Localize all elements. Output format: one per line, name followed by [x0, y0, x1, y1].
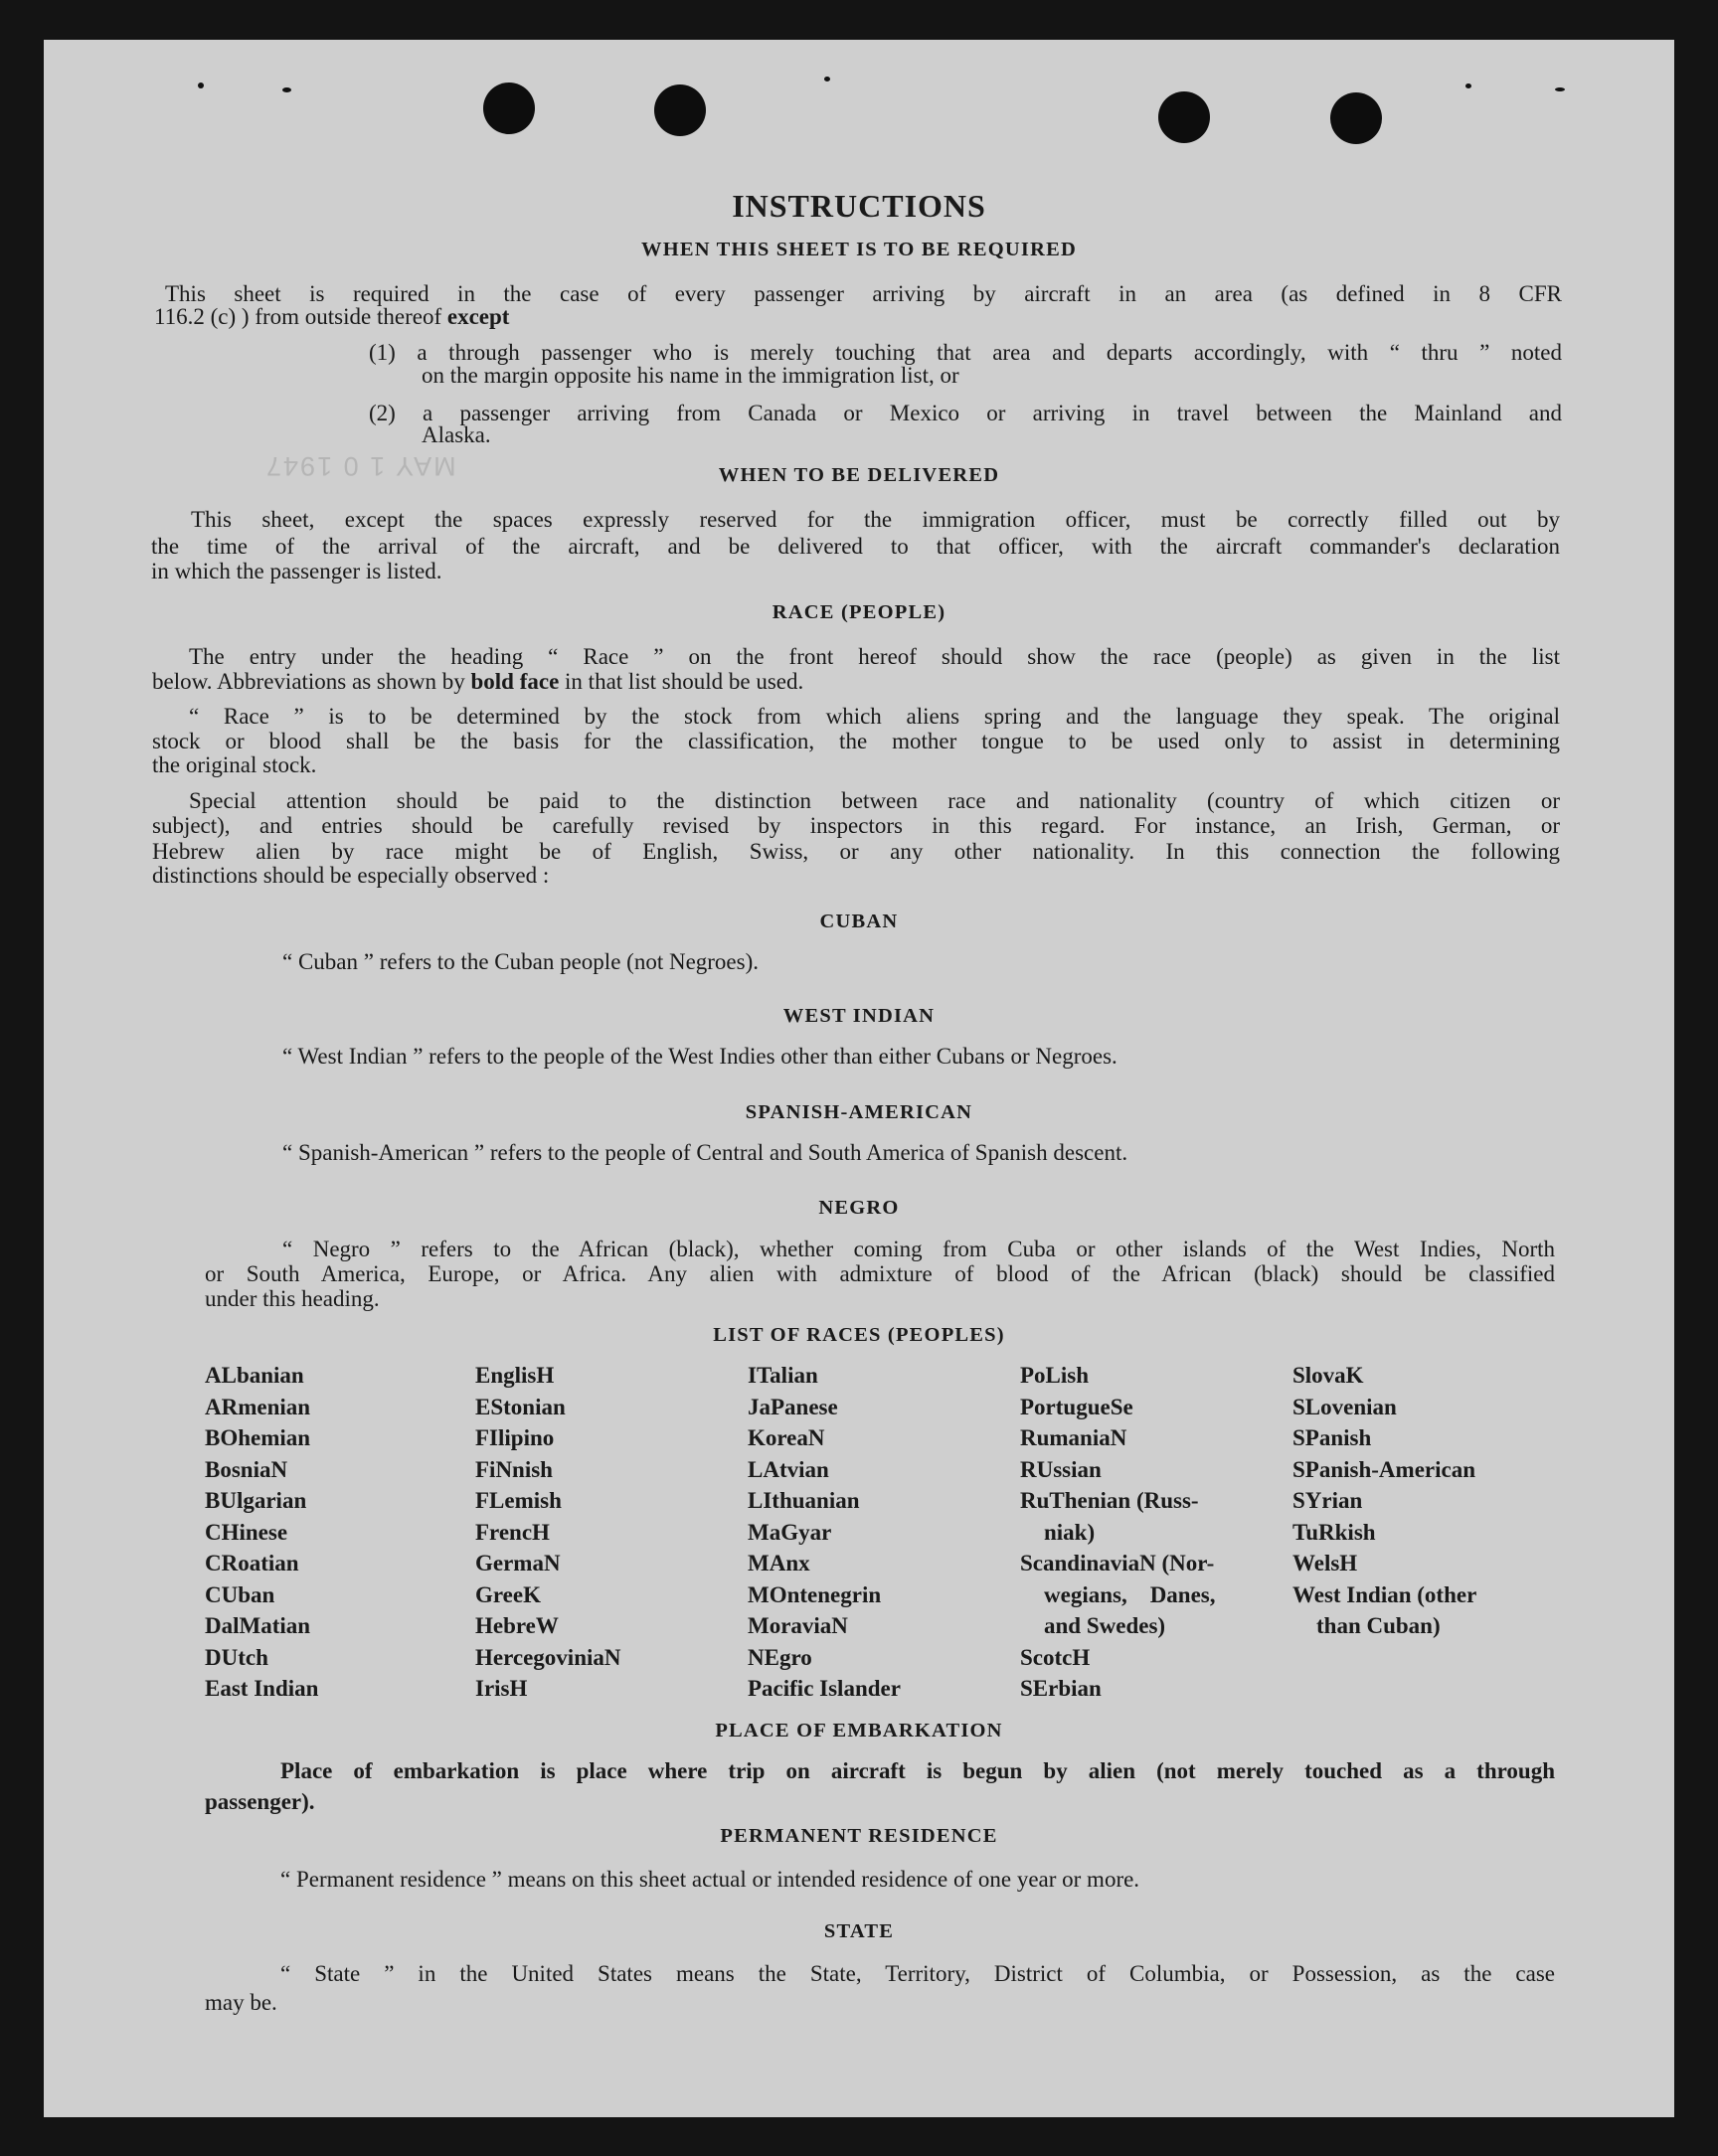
race-item: EnglisH [475, 1363, 555, 1388]
residence-text: “ Permanent residence ” means on this sheet actual or intended residence of one year or more. [280, 1867, 1140, 1892]
heading-permanent-residence: PERMANENT RESIDENCE [720, 1825, 998, 1847]
race-item: SLovenian [1292, 1394, 1397, 1419]
exception-2-line1: (2) a passenger arriving from Canada or Mexico or arriving in travel between the Mainland and [369, 401, 1562, 425]
race-item: MOntenegrin [748, 1581, 882, 1607]
exception-1-line2: on the margin opposite his name in the immigration list, or [422, 363, 959, 388]
heading-negro: NEGRO [818, 1197, 900, 1219]
race-item: PortugueSe [1020, 1394, 1133, 1419]
race-item: SYrian [1292, 1488, 1363, 1513]
negro-line2: or South America, Europe, or Africa. Any alien with admixture of blood of the African (black) should be classified [205, 1261, 1555, 1286]
delivered-para-line2: the time of the arrival of the aircraft, and be delivered to that officer, with the aircraft commander's declaration [151, 534, 1560, 559]
negro-line1: “ Negro ” refers to the African (black), whether coming from Cuba or other islands of the West Indies, North [282, 1237, 1555, 1261]
race-item: LAtvian [748, 1456, 829, 1482]
race-para1-line2: below. Abbreviations as shown by bold face in that list should be used. [152, 669, 804, 694]
race-item: ITalian [748, 1363, 818, 1388]
race-item: ScandinaviaN (Nor- [1020, 1551, 1215, 1576]
race-item: MoraviaN [748, 1613, 848, 1638]
race-item: MaGyar [748, 1519, 832, 1545]
heading-when-delivered: WHEN TO BE DELIVERED [718, 464, 1000, 486]
heading-cuban: CUBAN [819, 911, 899, 932]
race-item-continuation: than Cuban) [1316, 1613, 1441, 1638]
speck-mark [1465, 83, 1471, 88]
race-item: PoLish [1020, 1363, 1090, 1388]
race-item: FiNnish [475, 1456, 553, 1482]
punch-hole-1 [483, 83, 535, 134]
spanish-american-text: “ Spanish-American ” refers to the people of Central and South America of Spanish descent. [282, 1140, 1128, 1165]
races-column-1 [205, 1360, 318, 1705]
race-item: CHinese [205, 1519, 288, 1545]
race-item: BosniaN [205, 1456, 288, 1482]
race-item: East Indian [205, 1676, 319, 1701]
race-item: FrencH [475, 1519, 550, 1545]
document-sheet [44, 40, 1674, 2117]
state-line1: “ State ” in the United States means the State, Territory, District of Columbia, or Possession, as the case [280, 1961, 1555, 1986]
race-item: CRoatian [205, 1551, 299, 1576]
heading-state: STATE [823, 1920, 895, 1942]
race-item: DUtch [205, 1644, 268, 1670]
races-column-4 [1020, 1360, 1216, 1705]
speck-mark [824, 77, 830, 82]
race-item: JaPanese [748, 1394, 838, 1419]
delivered-para-line1: This sheet, except the spaces expressly reserved for the immigration officer, must be correctly filled out by [191, 507, 1560, 532]
race-para2-line3: the original stock. [152, 752, 317, 777]
race-para3-line4: distinctions should be especially observed : [152, 863, 550, 888]
race-para1-line1: The entry under the heading “ Race ” on the front hereof should show the race (people) as given in the list [189, 644, 1560, 669]
state-line2: may be. [205, 1990, 277, 2015]
delivered-para-line3: in which the passenger is listed. [151, 559, 442, 583]
race-item: Pacific Islander [748, 1676, 901, 1701]
punch-hole-3 [1158, 91, 1210, 143]
race-item: GermaN [475, 1551, 561, 1576]
race-item: HebreW [475, 1613, 559, 1638]
embarkation-line1: Place of embarkation is place where trip on aircraft is begun by alien (not merely touched as a through [280, 1758, 1555, 1783]
race-para3-line1: Special attention should be paid to the distinction between race and nationality (country of which citizen or [189, 788, 1560, 813]
race-item: SlovaK [1292, 1363, 1364, 1388]
race-item-continuation: wegians, Danes, [1044, 1581, 1216, 1607]
race-item: EStonian [475, 1394, 566, 1419]
race-item: SPanish [1292, 1425, 1372, 1450]
heading-list-of-races: LIST OF RACES (PEOPLES) [713, 1324, 1005, 1346]
heading-when-required: WHEN THIS SHEET IS TO BE REQUIRED [641, 239, 1077, 260]
race-item: LIthuanian [748, 1488, 860, 1513]
race-item: ARmenian [205, 1394, 311, 1419]
heading-west-indian: WEST INDIAN [782, 1005, 936, 1027]
heading-race: RACE (PEOPLE) [772, 601, 946, 623]
exception-2-line2: Alaska. [422, 422, 491, 447]
races-column-5 [1292, 1360, 1476, 1642]
race-item: MAnx [748, 1551, 810, 1576]
race-item: SErbian [1020, 1676, 1102, 1701]
race-item: KoreaN [748, 1425, 825, 1450]
race-item: HercegoviniaN [475, 1644, 621, 1670]
race-para2-line2: stock or blood shall be the basis for the classification, the mother tongue to be used only to assist in determining [152, 729, 1560, 753]
speck-mark [198, 83, 204, 88]
race-para3-line2: subject), and entries should be carefully revised by inspectors in this regard. For instance, an Irish, German, or [152, 813, 1560, 838]
race-item: ScotcH [1020, 1644, 1091, 1670]
race-item: CUban [205, 1581, 275, 1607]
races-column-3 [748, 1360, 901, 1705]
race-para3-line3: Hebrew alien by race might be of English, Swiss, or any other nationality. In this connection the following [152, 839, 1560, 864]
race-item: BOhemian [205, 1425, 311, 1450]
punch-hole-4 [1330, 92, 1382, 144]
exception-1-line1: (1) a through passenger who is merely touching that area and departs accordingly, with “ thru ” noted [369, 340, 1562, 365]
race-item: BUlgarian [205, 1488, 307, 1513]
negro-line3: under this heading. [205, 1286, 380, 1311]
race-item: RumaniaN [1020, 1425, 1127, 1450]
heading-embarkation: PLACE OF EMBARKATION [715, 1720, 1003, 1741]
date-stamp: MAY 1 0 1947 [264, 451, 456, 481]
required-para-line2: 116.2 (c) ) from outside thereof except [154, 304, 510, 329]
race-item: NEgro [748, 1644, 812, 1670]
cuban-text: “ Cuban ” refers to the Cuban people (not Negroes). [282, 949, 760, 974]
race-para2-line1: “ Race ” is to be determined by the stock from which aliens spring and the language they speak. The original [189, 704, 1560, 729]
required-para-line1: This sheet is required in the case of every passenger arriving by aircraft in an area (as defined in 8 CFR [165, 281, 1562, 306]
speck-mark [1555, 87, 1565, 91]
embarkation-line2: passenger). [205, 1789, 315, 1814]
page-title: INSTRUCTIONS [732, 188, 986, 224]
race-item: RuThenian (Russ- [1020, 1488, 1199, 1513]
races-column-2 [475, 1360, 621, 1705]
race-item: West Indian (other [1292, 1581, 1477, 1607]
race-item: WelsH [1292, 1551, 1358, 1576]
race-item: FIlipino [475, 1425, 555, 1450]
race-item-continuation: niak) [1044, 1519, 1096, 1545]
speck-mark [282, 87, 291, 92]
west-indian-text: “ West Indian ” refers to the people of the West Indies other than either Cubans or Negroes. [282, 1044, 1117, 1069]
race-item: ALbanian [205, 1363, 304, 1388]
race-item: FLemish [475, 1488, 562, 1513]
race-item-continuation: and Swedes) [1044, 1613, 1166, 1638]
race-item: GreeK [475, 1581, 541, 1607]
punch-hole-2 [654, 84, 706, 136]
race-item: IrisH [475, 1676, 528, 1701]
race-item: DalMatian [205, 1613, 311, 1638]
race-item: SPanish-American [1292, 1456, 1475, 1482]
race-item: TuRkish [1292, 1519, 1376, 1545]
heading-spanish-american: SPANISH-AMERICAN [745, 1101, 973, 1123]
race-item: RUssian [1020, 1456, 1102, 1482]
